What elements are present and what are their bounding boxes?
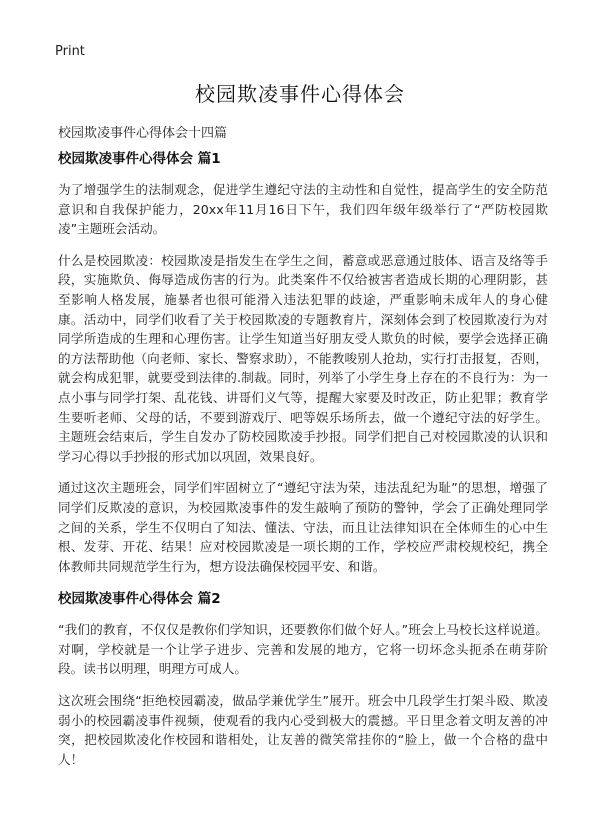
section-heading: 校园欺凌事件心得体会 篇2	[58, 591, 221, 608]
paragraph: “我们的教育，不仅仅是教你们学知识，还要教你们做个好人。”班会上马校长这样说道。对啊，学校就是一个让学子进步、完善和发展的地方，它将一切坏念头扼杀在萌芽阶段。读书以明理，明理方可成人。	[58, 622, 548, 677]
document-body	[58, 150, 548, 781]
section-2	[58, 590, 548, 769]
paragraph: 为了增强学生的法制观念，促进学生遵纪守法的主动性和自觉性，提高学生的安全防范意识和自我保护能力，20xx年11月16日下午，我们四年级年级举行了“严防校园欺凌”主题班会活动。	[58, 182, 548, 237]
paragraph: 通过这次主题班会，同学们牢固树立了“遵纪守法为荣，违法乱纪为耻”的思想，增强了同学们反欺凌的意识，为校园欺凌事件的发生敲响了预防的警钟，学会了正确处理同学之间的关系，学生不仅明白了知法、懂法、守法，而且让法律知识在全体师生的心中生根、发芽、开花、结果！应对校园欺凌是一项长期的工作，学校应严肃校规校纪，携全体教师共同规范学生行为，想方设法确保校园平安、和谐。	[58, 480, 548, 574]
page-title: 校园欺凌事件心得体会	[195, 82, 405, 106]
section-heading: 校园欺凌事件心得体会 篇1	[58, 151, 221, 167]
document-subtitle: 校园欺凌事件心得体会十四篇	[58, 126, 228, 141]
section-1	[58, 150, 548, 576]
print-link[interactable]: Print	[55, 44, 85, 59]
paragraph: 这次班会围绕“拒绝校园霸凌，做品学兼优学生”展开。班会中几段学生打架斗殴、欺凌弱小的校园霸凌事件视频，使观看的我内心受到极大的震撼。平日里念着文明友善的冲突，把校园欺凌化作校园和谐相处，让友善的微笑常挂你的“脸上，做一个合格的盘中人！	[58, 693, 548, 767]
paragraph: 什么是校园欺凌：校园欺凌是指发生在学生之间，蓄意或恶意通过肢体、语言及络等手段，实施欺负、侮辱造成伤害的行为。此类案件不仅给被害者造成长期的心理阴影，甚至影响人格发展，施暴者也很可能滑入违法犯罪的歧途，严重影响未成年人的身心健康。活动中，同学们收看了关于校园欺凌的专题教育片，深刻体会到了校园欺凌行为对同学所造成的生理和心理伤害。让学生知道当好朋友受人欺负的时候，要学会选择正确的方法帮助他（向老师、家长、警察求助），不能教唆别人抢劫，实行打击报复，否则，就会构成犯罪，就要受到法律的.制裁。同时，列举了小学生身上存在的不良行为：为一点小事与同学打架、乱花钱、讲哥们义气等，提醒大家要及时改正，防止犯罪；教育学生要听老师、父母的话，不要到游戏厅、吧等娱乐场所去，做一个遵纪守法的好学生。主题班会结束后，学生自发办了防校园欺凌手抄报。同学们把自己对校园欺凌的认识和学习心得以手抄报的形式加以巩固，效果良好。	[58, 252, 548, 464]
